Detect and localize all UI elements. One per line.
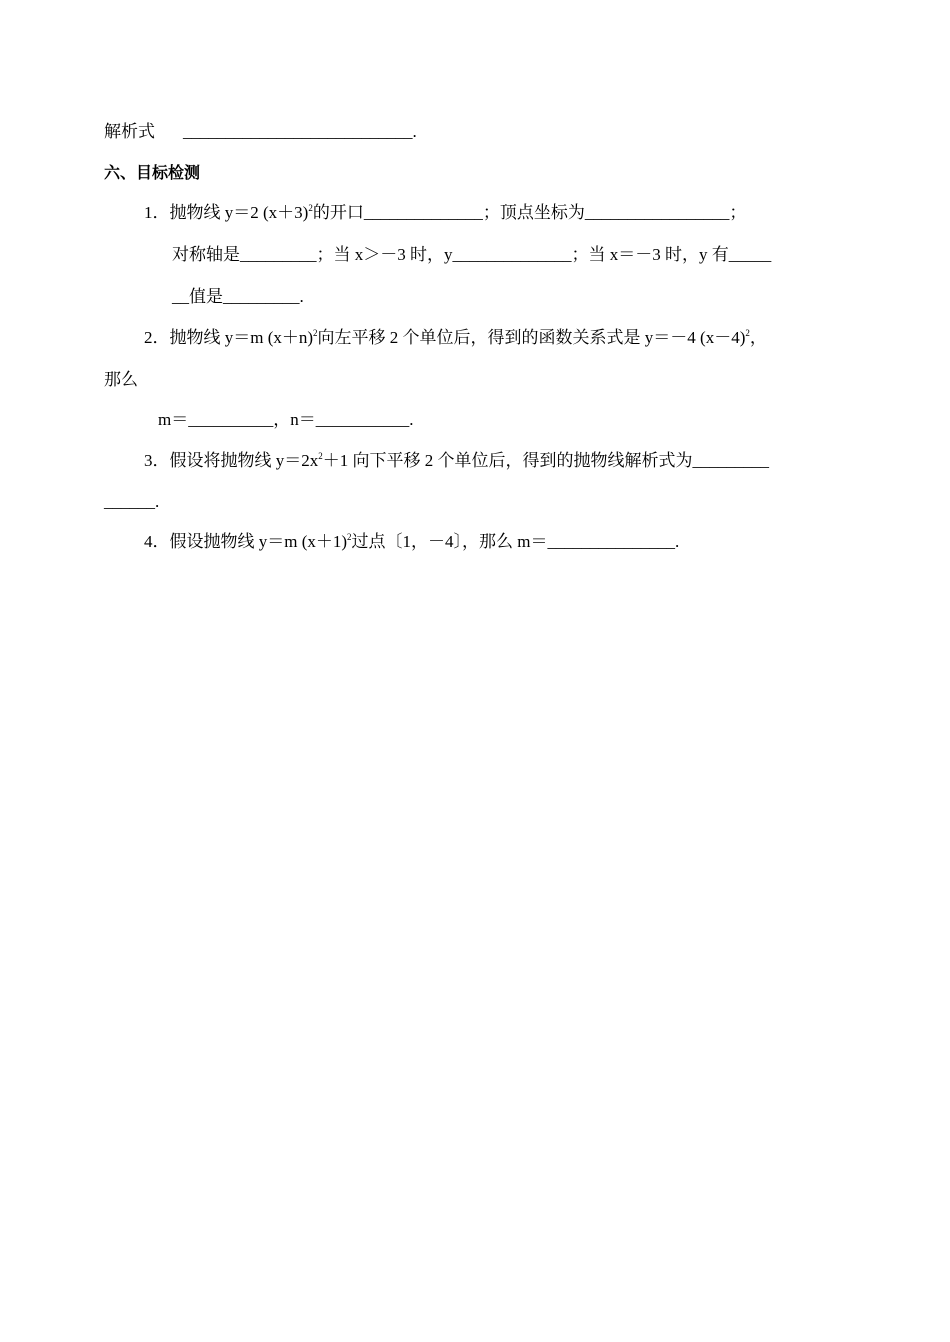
analytic-expression-label: 解析式 bbox=[104, 122, 155, 141]
question-1-line-3: __值是_________. bbox=[172, 287, 304, 306]
analytic-expression-blank: ___________________________. bbox=[183, 122, 417, 141]
question-2-line-3: m＝__________，n＝___________. bbox=[158, 410, 414, 429]
question-4-line-1: 4．假设抛物线 y＝m $(x+1)^2$过点〔1，－4〕，那么 m＝_______________. bbox=[144, 532, 680, 551]
section-heading: 六、目标检测 bbox=[104, 163, 201, 182]
question-1-line-2: 对称轴是_________；当 x＞－3 时，y______________；当 x＝－3 时，y 有_____ bbox=[172, 245, 772, 264]
question-2-line-2: 那么 bbox=[104, 370, 138, 389]
question-2-line-1: 2．抛物线 y＝m $(x+n)^2$向左平移 2 个单位后，得到的函数关系式是 y＝－4 $(x-4)^2$， bbox=[144, 328, 767, 347]
question-3-line-2: ______. bbox=[104, 492, 160, 511]
question-3-line-1: 3．假设将抛物线 $y=2x^2+1$ 向下平移 2 个单位后，得到的抛物线解析式为_________ bbox=[144, 451, 769, 470]
analytic-expression-line bbox=[104, 121, 417, 143]
question-1-line-1: 1．抛物线 y＝2 $(x+3)^2$的开口______________；顶点坐标为_________________； bbox=[144, 203, 747, 222]
